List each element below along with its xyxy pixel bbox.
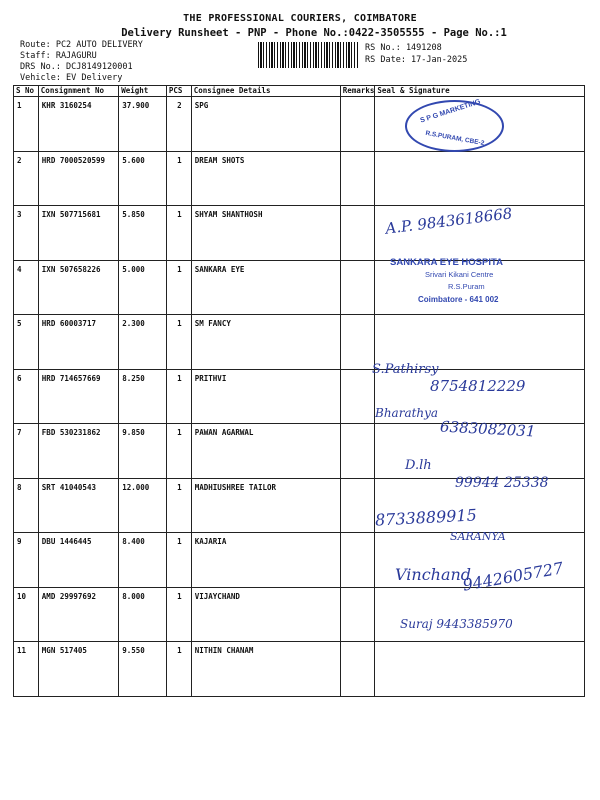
cell-consignee: KAJARIA bbox=[191, 533, 340, 588]
cell-remarks bbox=[340, 206, 375, 261]
col-sno: S No bbox=[14, 86, 39, 97]
table-header-row bbox=[14, 86, 585, 97]
cell-signature bbox=[375, 587, 585, 642]
vehicle-label: Vehicle: EV Delivery bbox=[20, 73, 123, 83]
col-pcs: PCS bbox=[166, 86, 191, 97]
cell-remarks bbox=[340, 97, 375, 152]
cell-remarks bbox=[340, 424, 375, 479]
cell-weight: 8.000 bbox=[119, 587, 167, 642]
cell-consignment: FBD 530231862 bbox=[38, 424, 118, 479]
cell-consignment: DBU 1446445 bbox=[38, 533, 118, 588]
sankara-stamp-line1: SANKARA EYE HOSPITA bbox=[390, 257, 503, 268]
cell-pcs: 1 bbox=[166, 315, 191, 370]
cell-consignment: AMD 29997692 bbox=[38, 587, 118, 642]
sig-row10-name: Vinchand bbox=[395, 565, 472, 584]
cell-consignee: DREAM SHOTS bbox=[191, 151, 340, 206]
cell-pcs: 1 bbox=[166, 533, 191, 588]
cell-consignee: SPG bbox=[191, 97, 340, 152]
cell-consignment: KHR 3160254 bbox=[38, 97, 118, 152]
cell-remarks bbox=[340, 587, 375, 642]
cell-remarks bbox=[340, 151, 375, 206]
cell-remarks bbox=[340, 369, 375, 424]
col-remarks: Remarks bbox=[340, 86, 375, 97]
cell-remarks bbox=[340, 315, 375, 370]
cell-pcs: 2 bbox=[166, 97, 191, 152]
cell-sno: 11 bbox=[14, 642, 39, 697]
cell-sno: 7 bbox=[14, 424, 39, 479]
cell-consignee: SM FANCY bbox=[191, 315, 340, 370]
cell-weight: 9.550 bbox=[119, 642, 167, 697]
cell-consignment: HRD 7000520599 bbox=[38, 151, 118, 206]
cell-consignee: PAWAN AGARWAL bbox=[191, 424, 340, 479]
sig-row6-number: 8754812229 bbox=[430, 377, 526, 395]
cell-consignment: MGN 517405 bbox=[38, 642, 118, 697]
cell-pcs: 1 bbox=[166, 478, 191, 533]
cell-pcs: 1 bbox=[166, 369, 191, 424]
cell-sno: 2 bbox=[14, 151, 39, 206]
col-consignee: Consignee Details bbox=[191, 86, 340, 97]
cell-pcs: 1 bbox=[166, 206, 191, 261]
sig-row10-number: 9442605727 bbox=[461, 558, 565, 595]
sig-row8-number: 99944 25338 bbox=[455, 475, 549, 491]
sig-row7-number: 6383082031 bbox=[439, 417, 536, 441]
sig-row9-name: SARANYA bbox=[450, 530, 506, 543]
cell-sno: 10 bbox=[14, 587, 39, 642]
cell-consignee: VIJAYCHAND bbox=[191, 587, 340, 642]
spg-seal bbox=[405, 100, 504, 152]
cell-consignee: SHYAM SHANTHOSH bbox=[191, 206, 340, 261]
cell-pcs: 1 bbox=[166, 424, 191, 479]
sankara-stamp-line2: Srivari Kikani Centre bbox=[425, 270, 494, 279]
sankara-stamp-line4: Coimbatore - 641 002 bbox=[418, 295, 499, 304]
sig-row9-number: 8733889915 bbox=[374, 505, 478, 530]
cell-sno: 3 bbox=[14, 206, 39, 261]
cell-pcs: 1 bbox=[166, 260, 191, 315]
table-row bbox=[14, 587, 585, 642]
cell-weight: 8.250 bbox=[119, 369, 167, 424]
cell-signature bbox=[375, 151, 585, 206]
seal-text-bottom: R.S.PURAM, CBE-2 bbox=[424, 129, 485, 148]
cell-consignee: PRITHVI bbox=[191, 369, 340, 424]
table-row bbox=[14, 315, 585, 370]
sig-row3: A.P. 9843618668 bbox=[384, 204, 514, 238]
cell-weight: 37.900 bbox=[119, 97, 167, 152]
cell-signature bbox=[375, 642, 585, 697]
col-consignment: Consignment No bbox=[38, 86, 118, 97]
cell-sno: 4 bbox=[14, 260, 39, 315]
sig-row7-name: Bharathya bbox=[375, 406, 439, 420]
cell-sno: 8 bbox=[14, 478, 39, 533]
cell-remarks bbox=[340, 642, 375, 697]
cell-weight: 12.000 bbox=[119, 478, 167, 533]
cell-sno: 1 bbox=[14, 97, 39, 152]
staff-label: Staff: RAJAGURU bbox=[20, 51, 97, 61]
cell-pcs: 1 bbox=[166, 151, 191, 206]
table-row bbox=[14, 151, 585, 206]
table-row bbox=[14, 642, 585, 697]
cell-weight: 5.000 bbox=[119, 260, 167, 315]
cell-pcs: 1 bbox=[166, 642, 191, 697]
cell-consignment: HRD 60003717 bbox=[38, 315, 118, 370]
cell-consignee: SANKARA EYE bbox=[191, 260, 340, 315]
cell-remarks bbox=[340, 478, 375, 533]
runsheet-subtitle: Delivery Runsheet - PNP - Phone No.:0422-3505555 - Page No.:1 bbox=[121, 27, 507, 39]
cell-weight: 5.850 bbox=[119, 206, 167, 261]
table-row bbox=[14, 260, 585, 315]
sankara-stamp-line3: R.S.Puram bbox=[448, 282, 485, 291]
company-title: THE PROFESSIONAL COURIERS, COIMBATORE bbox=[183, 13, 417, 24]
cell-consignment: IXN 507715681 bbox=[38, 206, 118, 261]
drs-label: DRS No.: DCJ8149120001 bbox=[20, 62, 133, 72]
seal-text-top: S P G MARKETING bbox=[419, 98, 482, 125]
sig-row8-name: D.lh bbox=[405, 458, 432, 473]
cell-consignment: SRT 41040543 bbox=[38, 478, 118, 533]
cell-weight: 2.300 bbox=[119, 315, 167, 370]
barcode bbox=[258, 42, 358, 68]
col-signature: Seal & Signature bbox=[375, 86, 585, 97]
rs-date: RS Date: 17-Jan-2025 bbox=[365, 55, 468, 65]
cell-sno: 6 bbox=[14, 369, 39, 424]
cell-sno: 5 bbox=[14, 315, 39, 370]
cell-consignee: MADHIUSHREE TAILOR bbox=[191, 478, 340, 533]
cell-signature bbox=[375, 315, 585, 370]
cell-remarks bbox=[340, 533, 375, 588]
sig-row6-name: S.Pathirsy bbox=[372, 362, 439, 377]
cell-sno: 9 bbox=[14, 533, 39, 588]
cell-remarks bbox=[340, 260, 375, 315]
cell-weight: 5.600 bbox=[119, 151, 167, 206]
sig-row11: Suraj 9443385970 bbox=[400, 617, 513, 631]
rs-number: RS No.: 1491208 bbox=[365, 43, 442, 53]
cell-pcs: 1 bbox=[166, 587, 191, 642]
cell-weight: 8.400 bbox=[119, 533, 167, 588]
cell-consignment: HRD 714657669 bbox=[38, 369, 118, 424]
route-label: Route: PC2 AUTO DELIVERY bbox=[20, 40, 143, 50]
cell-consignment: IXN 507658226 bbox=[38, 260, 118, 315]
col-weight: Weight bbox=[119, 86, 167, 97]
cell-weight: 9.850 bbox=[119, 424, 167, 479]
cell-consignee: NITHIN CHANAM bbox=[191, 642, 340, 697]
